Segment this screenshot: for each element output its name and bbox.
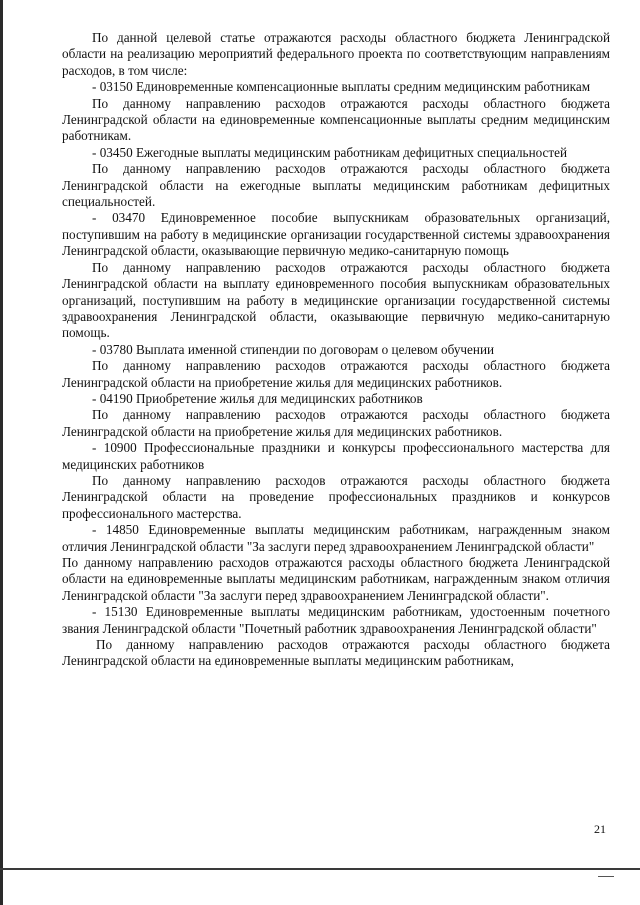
item-03470-heading: - 03470 Единовременное пособие выпускникам образовательных организаций, поступившим на работу в медицинские организации государственной системы здравоохранения Ленинградской области, оказывающие первичную медико-санитарную помощь — [62, 210, 610, 259]
item-15130-description: По данному направлению расходов отражаются расходы областного бюджета Ленинградской области на единовременные выплаты медицинским работникам, — [62, 637, 610, 669]
item-14850-heading: - 14850 Единовременные выплаты медицинским работникам, награжденным знаком отличия Ленинградской области "За заслуги перед здравоохранением Ленинградской области" — [62, 522, 610, 554]
page-number: 21 — [594, 822, 606, 836]
item-03450-description: По данному направлению расходов отражаются расходы областного бюджета Ленинградской области на ежегодные выплаты медицинским работникам дефицитных специальностей. — [62, 161, 610, 210]
item-03150-description: По данному направлению расходов отражаются расходы областного бюджета Ленинградской области на единовременные компенсационные выплаты средним медицинским работникам. — [62, 95, 610, 144]
item-04190-description: По данному направлению расходов отражаются расходы областного бюджета Ленинградской области на приобретение жилья для медицинских работников. — [62, 407, 610, 439]
intro-paragraph: По данной целевой статье отражаются расходы областного бюджета Ленинградской области на реализацию мероприятий федерального проекта по соответствующим направлениям расходов, в том числе: — [62, 30, 610, 78]
item-10900-heading: - 10900 Профессиональные праздники и конкурсы профессионального мастерства для медицинских работников — [62, 440, 610, 472]
item-03150-heading: - 03150 Единовременные компенсационные выплаты средним медицинским работникам — [92, 79, 591, 95]
item-15130-heading: - 15130 Единовременные выплаты медицинским работникам, удостоенным почетного звания Ленинградской области "Почетный работник здравоохранения Ленинградской области" — [62, 604, 610, 636]
item-14850-description: По данному направлению расходов отражаются расходы областного бюджета Ленинградской области на единовременные выплаты медицинским работникам, награжденным знаком отличия Ленинградской области "За заслуги перед здравоохранением Ленинградской области". — [62, 555, 610, 603]
scan-bottom-mark — [598, 876, 614, 877]
item-10900-description: По данному направлению расходов отражаются расходы областного бюджета Ленинградской области на проведение профессиональных праздников и конкурсов профессионального мастерства. — [62, 472, 610, 521]
item-04190-heading: - 04190 Приобретение жилья для медицинских работников — [92, 390, 423, 406]
scan-bottom-edge — [0, 868, 640, 870]
item-03780-heading: - 03780 Выплата именной стипендии по договорам о целевом обучении — [92, 341, 495, 357]
item-03450-heading: - 03450 Ежегодные выплаты медицинским работникам дефицитных специальностей — [92, 144, 568, 160]
item-03780-description: По данному направлению расходов отражаются расходы областного бюджета Ленинградской области на приобретение жилья для медицинских работников. — [62, 358, 610, 390]
document-body — [62, 30, 610, 670]
scan-left-edge — [0, 0, 3, 905]
item-03470-description: По данному направлению расходов отражаются расходы областного бюджета Ленинградской области на выплату единовременного пособия выпускникам образовательных организаций, поступившим на работу в медицинские организации государственной системы здравоохранения Ленинградской области, оказывающие первичную медико-санитарную помощь. — [62, 259, 610, 341]
